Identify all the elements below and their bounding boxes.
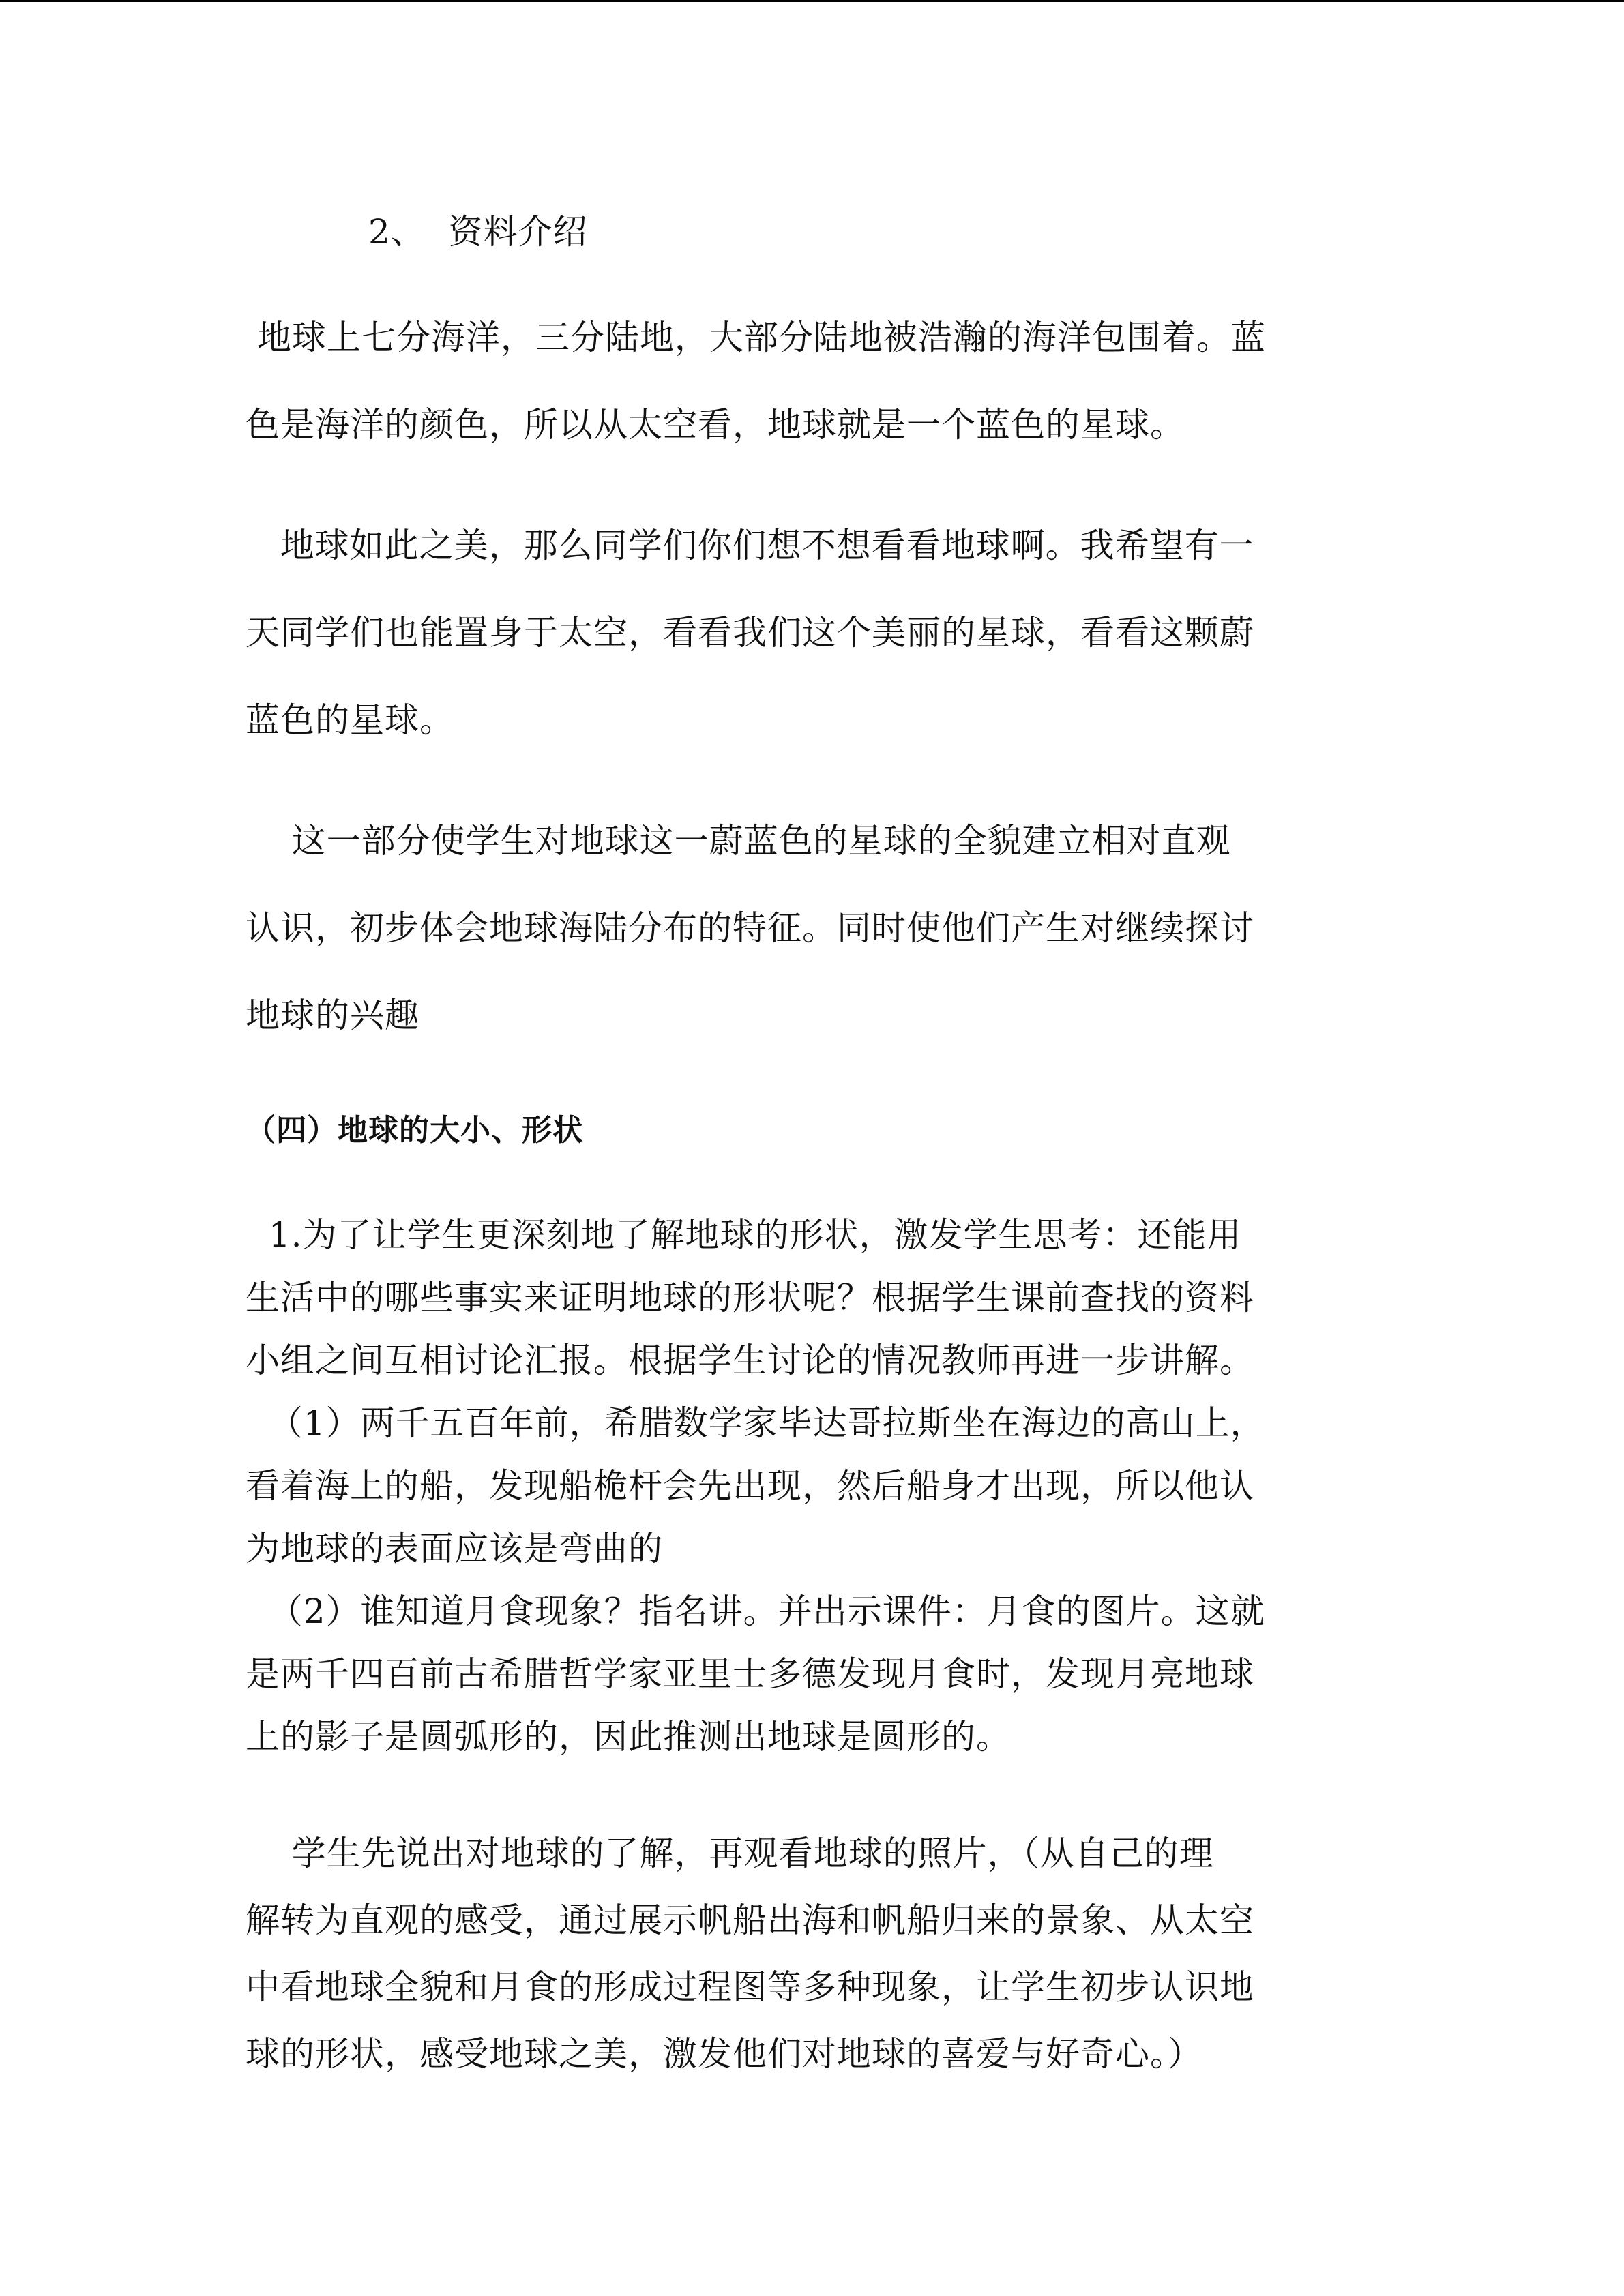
paragraph-4-line-8: 是两千四百前古希腊哲学家亚里士多德发现月食时，发现月亮地球 bbox=[246, 1654, 1254, 1694]
section-heading-4: （四）地球的大小、形状 bbox=[246, 1113, 583, 1148]
paragraph-5-line-1: 学生先说出对地球的了解，再观看地球的照片，（从自己的理 bbox=[246, 1834, 1214, 1873]
paragraph-4-line-2: 生活中的哪些事实来证明地球的形状呢？根据学生课前查找的资料 bbox=[246, 1278, 1254, 1317]
paragraph-4-line-3: 小组之间互相讨论汇报。根据学生讨论的情况教师再进一步讲解。 bbox=[246, 1341, 1254, 1380]
paragraph-4-line-4: （1）两千五百年前，希腊数学家毕达哥拉斯坐在海边的高山上， bbox=[246, 1403, 1265, 1443]
paragraph-1-line-1: 地球上七分海洋，三分陆地，大部分陆地被浩瀚的海洋包围着。蓝 bbox=[246, 318, 1266, 357]
paragraph-4-line-9: 上的影子是圆弧形的，因此推测出地球是圆形的。 bbox=[246, 1717, 1011, 1757]
paragraph-5-line-2: 解转为直观的感受，通过展示帆船出海和帆船归来的景象、从太空 bbox=[246, 1900, 1254, 1940]
paragraph-1-line-2: 色是海洋的颜色，所以从太空看，地球就是一个蓝色的星球。 bbox=[246, 405, 1185, 445]
paragraph-2-line-1: 地球如此之美，那么同学们你们想不想看看地球啊。我希望有一 bbox=[246, 526, 1254, 565]
paragraph-5-line-4: 球的形状，感受地球之美，激发他们对地球的喜爱与好奇心。） bbox=[246, 2034, 1202, 2074]
section-heading-2: 2、 资料介绍 bbox=[368, 212, 588, 252]
paragraph-2-line-3: 蓝色的星球。 bbox=[246, 700, 454, 740]
paragraph-4-line-5: 看着海上的船，发现船桅杆会先出现，然后船身才出现，所以他认 bbox=[246, 1466, 1254, 1506]
paragraph-3-line-1: 这一部分使学生对地球这一蔚蓝色的星球的全貌建立相对直观 bbox=[246, 821, 1231, 861]
paragraph-4-line-1: 1.为了让学生更深刻地了解地球的形状，激发学生思考：还能用 bbox=[246, 1215, 1242, 1255]
paragraph-5-line-3: 中看地球全貌和月食的形成过程图等多种现象，让学生初步认识地 bbox=[246, 1967, 1254, 2007]
paragraph-3-line-2: 认识，初步体会地球海陆分布的特征。同时使他们产生对继续探讨 bbox=[246, 908, 1254, 948]
paragraph-4-line-6: 为地球的表面应该是弯曲的 bbox=[246, 1529, 663, 1568]
paragraph-2-line-2: 天同学们也能置身于太空，看看我们这个美丽的星球，看看这颗蔚 bbox=[246, 613, 1254, 653]
paragraph-3-line-3: 地球的兴趣 bbox=[246, 996, 419, 1035]
paragraph-4-line-7: （2）谁知道月食现象？指名讲。并出示课件：月食的图片。这就 bbox=[246, 1592, 1265, 1631]
